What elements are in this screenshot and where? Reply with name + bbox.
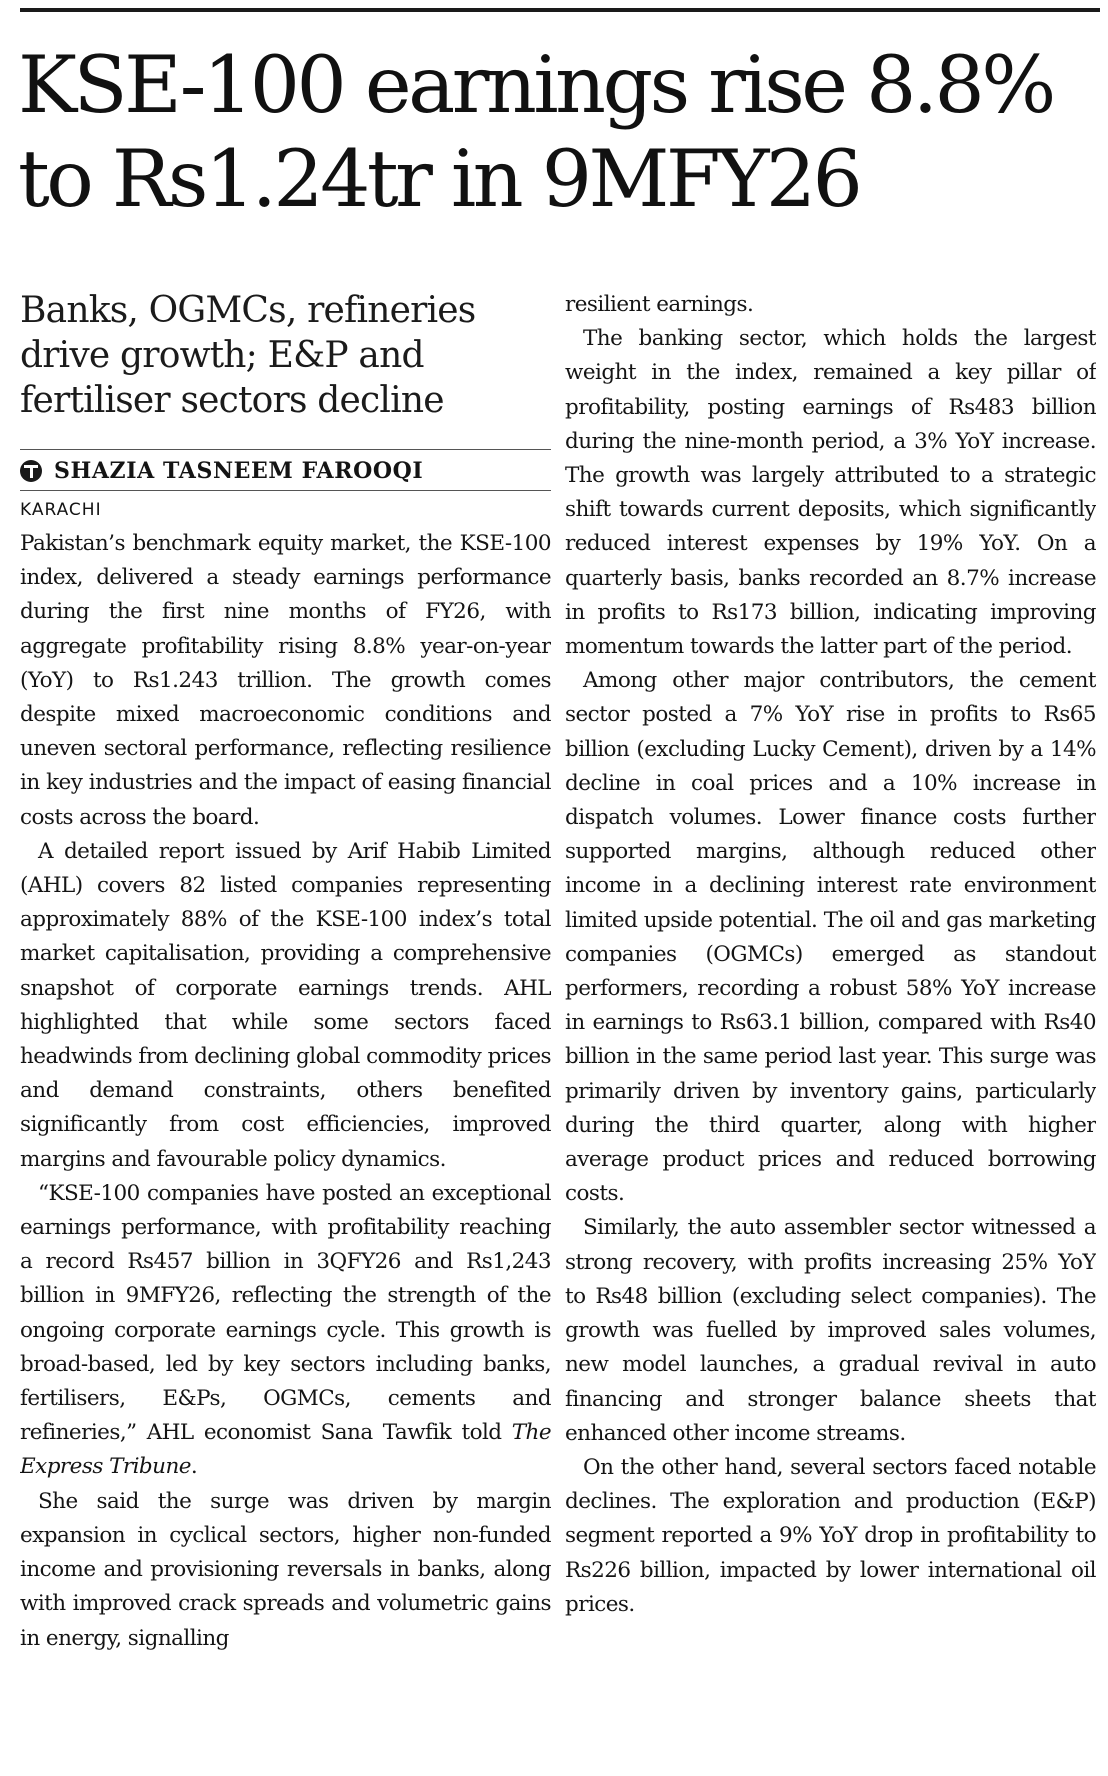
author-name: SHAZIA TASNEEM FAROOQI [54, 458, 424, 484]
byline-bottom-rule [20, 490, 551, 491]
paragraph-1: Pakistan’s benchmark equity market, the KSE-100 index, delivered a steady earnings performance during the first nine months of FY26, with aggregate profitability rising 8.8% year-on-year (YoY) to Rs1.243 trillion. The growth comes despite mixed macroeconomic conditions and uneven sectoral performance, reflecting resilience in key industries and the impact of easing financial costs across the board. [20, 531, 551, 830]
paragraph-2: A detailed report issued by Arif Habib Limited (AHL) covers 82 listed companies representing approximately 88% of the KSE-100 index’s total market capitalisation, providing a comprehensive snapshot of corporate earnings trends. AHL highlighted that while some sectors faced headwinds from declining global commodity prices and demand constraints, others benefited significantly from cost efficiencies, improved margins and favourable policy dynamics. [20, 838, 551, 1172]
dateline: KARACHI [20, 500, 102, 520]
right-column [565, 288, 1096, 1748]
article-columns [20, 288, 1096, 1748]
byline [20, 454, 551, 488]
paragraph-3-end: . [190, 1454, 198, 1480]
paragraph-3-text: “KSE-100 companies have posted an exceptional earnings performance, with profitability reaching a record Rs457 billion in 3QFY26 and Rs1,243 billion in 9MFY26, reflecting the strength of the ongoing corporate earnings cycle. This growth is broad-based, led by key sectors including banks, fertilisers, E&Ps, OGMCs, cements and refineries,” AHL economist Sana Tawfik told [20, 1180, 551, 1446]
paragraph-8: On the other hand, several sectors faced notable declines. The exploration and production (E&P) segment reported a 9% YoY drop in profitability to Rs226 billion, impacted by lower international oil prices. [565, 1454, 1096, 1617]
paragraph-4: She said the surge was driven by margin expansion in cyclical sectors, higher non-funded income and provisioning reversals in banks, along with improved crack spreads and volumetric gains in energy, signalling [20, 1488, 551, 1651]
paragraph-3 [20, 1177, 551, 1485]
headline-line-1: KSE-100 earnings rise 8.8% [18, 39, 1053, 131]
top-rule [20, 8, 1100, 12]
subheadline: Banks, OGMCs, refineries drive growth; E&P and fertiliser sectors decline [20, 290, 476, 421]
paragraph-5: The banking sector, which holds the largest weight in the index, remained a key pillar of profitability, posting earnings of Rs483 billion during the nine-month period, a 3% YoY increase. The growth was largely attributed to a strategic shift towards current deposits, which significantly reduced interest expenses by 19% YoY. On a quarterly basis, banks recorded an 8.7% increase in profits to Rs173 billion, indicating improving momentum towards the latter part of the period. [565, 326, 1096, 660]
body-right [565, 288, 1096, 1622]
paragraph-4-continued: resilient earnings. [565, 292, 754, 317]
byline-top-rule [20, 449, 551, 450]
left-column [20, 288, 551, 1748]
publication-name: The Express Tribune [20, 1420, 551, 1480]
body-left [20, 527, 551, 1656]
paragraph-6: Among other major contributors, the cement sector posted a 7% YoY rise in profits to Rs65 billion (excluding Lucky Cement), driven by a 14% decline in coal prices and a 10% increase in dispatch volumes. Lower finance costs further supported margins, although reduced other income in a declining interest rate environment limited upside potential. The oil and gas marketing companies (OGMCs) emerged as standout performers, recording a robust 58% YoY increase in earnings to Rs63.1 billion, compared with Rs40 billion in the same period last year. This surge was primarily driven by inventory gains, particularly during the third quarter, along with higher average product prices and reduced borrowing costs. [565, 668, 1096, 1207]
tribune-logo-icon [20, 460, 42, 482]
headline [18, 38, 1098, 226]
headline-line-2: to Rs1.24tr in 9MFY26 [18, 133, 860, 225]
paragraph-7: Similarly, the auto assembler sector witnessed a strong recovery, with profits increasing 25% YoY to Rs48 billion (excluding select companies). The growth was fuelled by improved sales volumes, new model launches, a gradual revival in auto financing and stronger balance sheets that enhanced other income streams. [565, 1215, 1096, 1446]
